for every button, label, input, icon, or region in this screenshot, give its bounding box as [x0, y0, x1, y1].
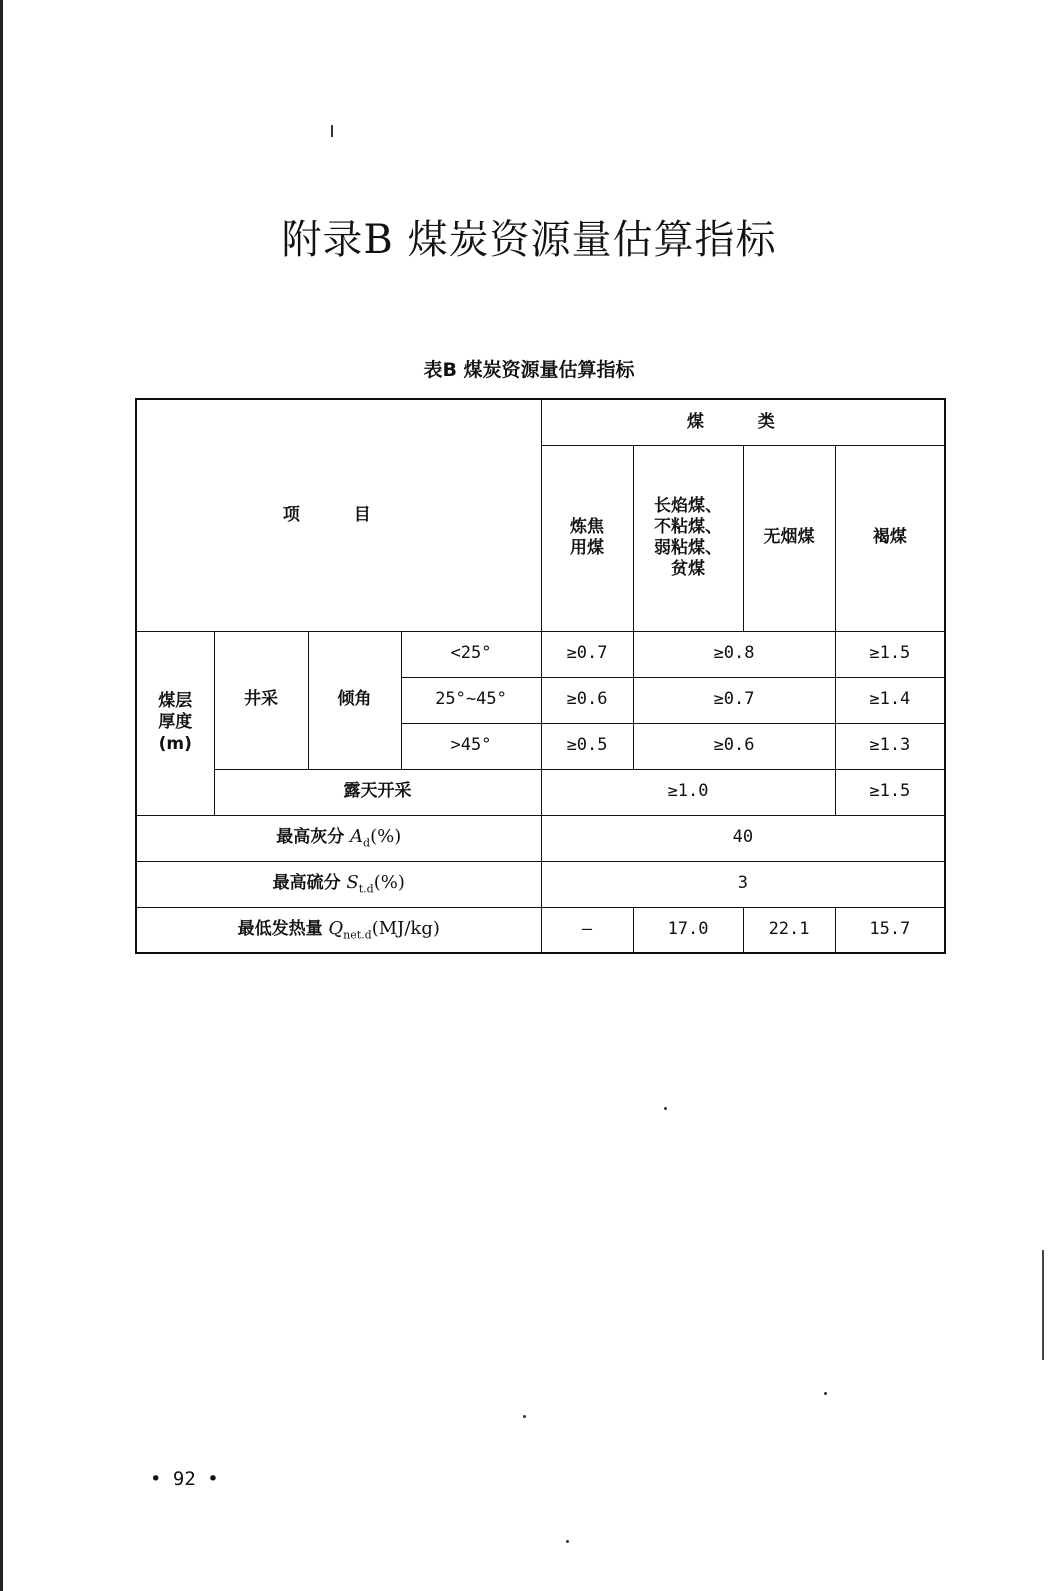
lignite-value: ≥1.4	[835, 677, 945, 723]
coking-value: ≥0.6	[541, 677, 633, 723]
heat-label-cell: 最低发热量 $Q_{net.d}(MJ/kg)$	[136, 907, 541, 953]
header-item: 项 目	[282, 505, 395, 525]
heat-anthracite-value: 22.1	[743, 907, 835, 953]
table-caption: 表B 煤炭资源量估算指标	[423, 359, 635, 381]
scan-speck	[824, 1392, 827, 1395]
scan-edge-right	[1042, 1250, 1044, 1360]
heat-long-flame-value: 17.0	[633, 907, 743, 953]
lignite-value: ≥1.5	[835, 631, 945, 677]
dip-label: 倾角	[308, 631, 401, 769]
angle-cell: 25°~45°	[401, 677, 541, 723]
middle-value: ≥0.6	[633, 723, 835, 769]
heat-coking-value: —	[541, 907, 633, 953]
sulfur-value: 3	[541, 861, 945, 907]
middle-value: ≥0.7	[633, 677, 835, 723]
underground-label: 井采	[214, 631, 308, 769]
lignite-value: ≥1.3	[835, 723, 945, 769]
scan-speck	[523, 1415, 526, 1418]
angle-cell: <25°	[401, 631, 541, 677]
ash-value: 40	[541, 815, 945, 861]
coking-value: ≥0.7	[541, 631, 633, 677]
page-title: 附录B 煤炭资源量估算指标	[281, 217, 777, 263]
header-coking-coal: 炼焦 用煤	[541, 445, 633, 631]
header-item-cell	[136, 399, 541, 631]
header-anthracite: 无烟煤	[743, 445, 835, 631]
open-pit-label: 露天开采	[214, 769, 541, 815]
middle-value: ≥0.8	[633, 631, 835, 677]
scan-speck	[664, 1107, 667, 1110]
heat-lignite-value: 15.7	[835, 907, 945, 953]
header-coal-class: 煤 类	[686, 412, 799, 432]
header-lignite: 褐煤	[835, 445, 945, 631]
scan-mark	[331, 125, 333, 137]
angle-cell: >45°	[401, 723, 541, 769]
open-pit-lignite-value: ≥1.5	[835, 769, 945, 815]
header-long-flame-group: 长焰煤、 不粘煤、 弱粘煤、 贫煤	[633, 445, 743, 631]
thickness-label: 煤层 厚度 (m)	[136, 631, 214, 815]
open-pit-bituminous-value: ≥1.0	[541, 769, 835, 815]
ash-label-cell: 最高灰分 $A_d(\%)$	[136, 815, 541, 861]
page-number: • 92 •	[150, 1468, 219, 1490]
sulfur-label-cell: 最高硫分 $S_{t.d}(\%)$	[136, 861, 541, 907]
coal-resource-table	[135, 398, 946, 954]
header-coal-class-cell	[541, 399, 945, 445]
scan-speck	[566, 1540, 569, 1543]
coking-value: ≥0.5	[541, 723, 633, 769]
